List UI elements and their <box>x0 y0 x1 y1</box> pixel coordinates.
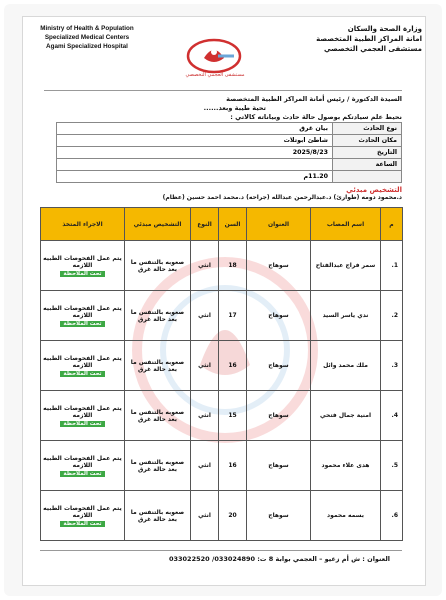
table-row <box>41 441 403 491</box>
patient-age: 15 <box>219 391 247 441</box>
patient-address: سوهاج <box>247 441 311 491</box>
observation-badge: تحت الملاحظة <box>60 371 104 377</box>
col-header: التشخيص مبدئي <box>125 208 191 241</box>
diagnosis-heading: التشخيص مبدئي <box>346 186 402 194</box>
ministry-line: Ministry of Health & Population <box>40 25 134 32</box>
patient-action <box>41 391 125 441</box>
action-text: يتم عمل الفحوصات الطبيه اللازمه <box>43 404 122 419</box>
patient-diagnosis: صعوبه بالتنفس ما بعد حالة غرق <box>125 491 191 541</box>
logo-caption: مستشفى العجمي التخصصي <box>185 72 245 78</box>
address-greeting: تحية طيبة وبعد...... <box>203 104 266 112</box>
incident-label: التاريخ <box>333 147 402 159</box>
col-header: العنوان <box>247 208 311 241</box>
patient-age: 16 <box>219 441 247 491</box>
table-row <box>41 291 403 341</box>
hospital-ar: مستشفى العجمي التخصصي <box>323 45 422 53</box>
patient-name: بسمه محمود <box>311 491 381 541</box>
patients-table <box>40 207 403 541</box>
patient-action <box>41 341 125 391</box>
incident-value: شاطئ ابوتلات <box>57 135 333 147</box>
action-text: يتم عمل الفحوصات الطبيه اللازمه <box>43 354 122 369</box>
doctors-line: د.محمود دومه (طوارئ) د.عبدالرحمن عبدالله (جراحه) د.محمد احمد حسين (عظام) <box>162 194 402 201</box>
address-intro: نحيط علم سيادتكم بوصول حالة حادث وبياناته كالاتي : <box>230 113 402 121</box>
action-text: يتم عمل الفحوصات الطبيه اللازمه <box>43 254 122 269</box>
patient-address: سوهاج <box>247 341 311 391</box>
table-row <box>41 391 403 441</box>
patient-diagnosis: صعوبه بالتنفس ما بعد حالة غرق <box>125 391 191 441</box>
incident-row <box>57 147 402 159</box>
row-number: 2. <box>381 291 403 341</box>
row-number: 1. <box>381 241 403 291</box>
patient-age: 17 <box>219 291 247 341</box>
hospital-line: Agami Specialized Hospital <box>46 43 128 50</box>
patient-name: سمر فراج عبدالفتاح <box>311 241 381 291</box>
patient-diagnosis: صعوبه بالتنفس ما بعد حالة غرق <box>125 291 191 341</box>
footer-divider <box>40 550 402 551</box>
table-row <box>41 341 403 391</box>
observation-badge: تحت الملاحظة <box>60 471 104 477</box>
incident-label: مكان الحادث <box>333 135 402 147</box>
centers-line: Specialized Medical Centers <box>44 34 130 41</box>
patient-name: امنية جمال فتحي <box>311 391 381 441</box>
patient-action <box>41 291 125 341</box>
incident-row <box>57 159 402 171</box>
action-text: يتم عمل الفحوصات الطبيه اللازمه <box>43 454 122 469</box>
table-row <box>41 491 403 541</box>
col-header: الاجراء المتخذ <box>41 208 125 241</box>
incident-label <box>333 171 402 183</box>
patient-action <box>41 491 125 541</box>
action-text: يتم عمل الفحوصات الطبيه اللازمه <box>43 504 122 519</box>
table-row <box>41 241 403 291</box>
patient-gender: انثي <box>191 291 219 341</box>
patient-action <box>41 441 125 491</box>
patient-age: 20 <box>219 491 247 541</box>
row-number: 3. <box>381 341 403 391</box>
patient-age: 16 <box>219 341 247 391</box>
centers-ar: امانة المراكز الطبية المتخصصة <box>316 35 422 43</box>
address-recipient: السيدة الدكتورة / رئيس أمانة المراكز الطبية المتخصصة <box>226 95 402 103</box>
row-number: 4. <box>381 391 403 441</box>
footer-address: العنوان : ش أم زغيو – العجمي بوابة 8 ت: 033024890/ 033022520 <box>168 555 390 563</box>
incident-value <box>57 159 333 171</box>
patient-address: سوهاج <box>247 291 311 341</box>
patient-gender: انثي <box>191 341 219 391</box>
incident-row <box>57 135 402 147</box>
action-text: يتم عمل الفحوصات الطبيه اللازمه <box>43 304 122 319</box>
header-divider <box>44 90 402 91</box>
patient-diagnosis: صعوبه بالتنفس ما بعد حالة غرق <box>125 441 191 491</box>
patient-name: ملك محمد وائل <box>311 341 381 391</box>
incident-table <box>56 122 402 183</box>
incident-label: الساعة <box>333 159 402 171</box>
col-header: اسم المصاب <box>311 208 381 241</box>
incident-value: 11.20م <box>57 171 333 183</box>
observation-badge: تحت الملاحظة <box>60 421 104 427</box>
patient-address: سوهاج <box>247 241 311 291</box>
patient-action <box>41 241 125 291</box>
table-header-row <box>41 208 403 241</box>
col-header: النوع <box>191 208 219 241</box>
patient-name: ندي ياسر السيد <box>311 291 381 341</box>
observation-badge: تحت الملاحظة <box>60 521 104 527</box>
incident-label: نوع الحادث <box>333 123 402 135</box>
incident-value: 2025/8/23 <box>57 147 333 159</box>
patient-address: سوهاج <box>247 491 311 541</box>
patient-gender: انثي <box>191 241 219 291</box>
patient-diagnosis: صعوبه بالتنفس ما بعد حالة غرق <box>125 241 191 291</box>
patient-gender: انثي <box>191 491 219 541</box>
observation-badge: تحت الملاحظة <box>60 321 104 327</box>
incident-row <box>57 123 402 135</box>
patient-gender: انثي <box>191 441 219 491</box>
row-number: 5. <box>381 441 403 491</box>
header-arabic <box>292 24 422 54</box>
patient-name: هدى علاء محمود <box>311 441 381 491</box>
patient-age: 18 <box>219 241 247 291</box>
incident-value: بيان غرق <box>57 123 333 135</box>
incident-row <box>57 171 402 183</box>
patient-address: سوهاج <box>247 391 311 441</box>
header-english <box>22 24 152 51</box>
col-header: السن <box>219 208 247 241</box>
patient-diagnosis: صعوبه بالتنفس ما بعد حالة غرق <box>125 341 191 391</box>
col-header: م <box>381 208 403 241</box>
observation-badge: تحت الملاحظة <box>60 271 104 277</box>
ministry-ar: وزارة الصحة والسكان <box>347 25 422 33</box>
patient-gender: انثي <box>191 391 219 441</box>
row-number: 6. <box>381 491 403 541</box>
